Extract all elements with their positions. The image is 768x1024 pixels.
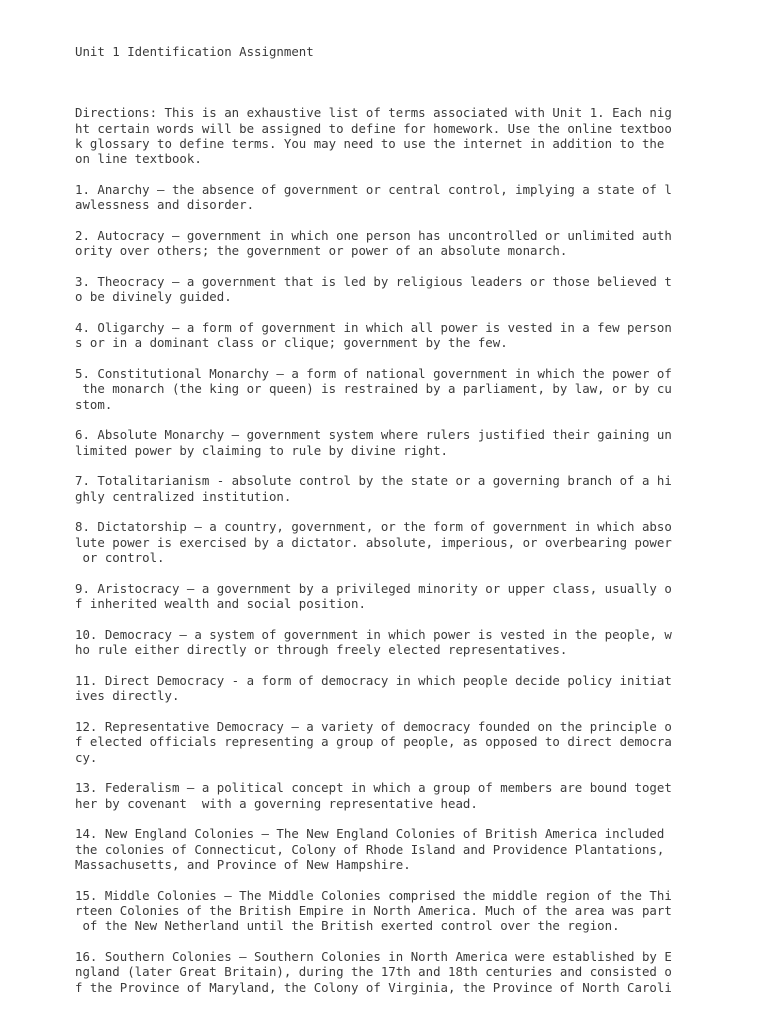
term-paragraph (75, 228, 768, 259)
term-paragraph (75, 581, 768, 612)
term-paragraph (75, 366, 768, 412)
term-line: 16. Southern Colonies – Southern Colonies in North America were established by E (75, 949, 672, 965)
term-paragraph (75, 320, 768, 351)
term-line: ngland (later Great Britain), during the 17th and 18th centuries and consisted o (75, 964, 672, 980)
term-line: lute power is exercised by a dictator. absolute, imperious, or overbearing power (75, 534, 672, 550)
term-line: 12. Representative Democracy – a variety of democracy founded on the principle o (75, 718, 672, 734)
term-line: o be divinely guided. (75, 289, 232, 305)
term-paragraph (75, 949, 768, 995)
term-line: ority over others; the government or power of an absolute monarch. (75, 243, 568, 259)
term-line: 13. Federalism – a political concept in which a group of members are bound toget (75, 780, 672, 796)
directions-paragraph (75, 105, 768, 167)
term-line: f the Province of Maryland, the Colony of Virginia, the Province of North Caroli (75, 979, 672, 995)
term-paragraph (75, 627, 768, 658)
term-line: 15. Middle Colonies – The Middle Colonies comprised the middle region of the Thi (75, 887, 672, 903)
term-line: limited power by claiming to rule by divine right. (75, 442, 448, 458)
term-line: or control. (75, 550, 165, 566)
terms-list (75, 182, 768, 995)
term-line: ghly centralized institution. (75, 488, 292, 504)
term-paragraph (75, 719, 768, 765)
term-paragraph (75, 888, 768, 934)
term-line: 7. Totalitarianism - absolute control by the state or a governing branch of a hi (75, 473, 672, 489)
term-line: the monarch (the king or queen) is restrained by a parliament, by law, or by cu (75, 381, 672, 397)
term-paragraph (75, 826, 768, 872)
term-paragraph (75, 182, 768, 213)
term-line: 10. Democracy – a system of government in which power is vested in the people, w (75, 626, 672, 642)
term-line: f inherited wealth and social position. (75, 596, 366, 612)
term-line: stom. (75, 396, 113, 412)
term-paragraph (75, 473, 768, 504)
term-paragraph (75, 780, 768, 811)
term-line: s or in a dominant class or clique; government by the few. (75, 335, 508, 351)
term-line: 2. Autocracy – government in which one person has uncontrolled or unlimited auth (75, 228, 672, 244)
term-paragraph (75, 427, 768, 458)
document-title (75, 13, 768, 90)
term-line: 1. Anarchy – the absence of government or central control, implying a state of l (75, 182, 672, 198)
term-line: 4. Oligarchy – a form of government in which all power is vested in a few person (75, 320, 672, 336)
term-line: ho rule either directly or through freely elected representatives. (75, 642, 568, 658)
term-line: 8. Dictatorship – a country, government, or the form of government in which abso (75, 519, 672, 535)
term-line: 11. Direct Democracy - a form of democracy in which people decide policy initiat (75, 672, 672, 688)
term-line: ives directly. (75, 688, 180, 704)
term-line: her by covenant with a governing representative head. (75, 795, 478, 811)
term-paragraph (75, 274, 768, 305)
term-line: 5. Constitutional Monarchy – a form of national government in which the power of (75, 366, 672, 382)
directions-line: k glossary to define terms. You may need to use the internet in addition to the (75, 136, 665, 152)
term-line: 3. Theocracy – a government that is led by religious leaders or those believed t (75, 274, 672, 290)
directions-line: Directions: This is an exhaustive list of terms associated with Unit 1. Each nig (75, 105, 672, 121)
term-paragraph (75, 673, 768, 704)
term-paragraph (75, 519, 768, 565)
term-line: awlessness and disorder. (75, 197, 255, 213)
directions-line: on line textbook. (75, 151, 202, 167)
term-line: f elected officials representing a group of people, as opposed to direct democra (75, 734, 672, 750)
term-line: the colonies of Connecticut, Colony of Rhode Island and Providence Plantations, (75, 841, 665, 857)
directions-line: ht certain words will be assigned to define for homework. Use the online textboo (75, 120, 672, 136)
term-line: 9. Aristocracy – a government by a privileged minority or upper class, usually o (75, 580, 672, 596)
term-line: rteen Colonies of the British Empire in North America. Much of the area was part (75, 903, 672, 919)
title-line: Unit 1 Identification Assignment (75, 43, 314, 59)
term-line: 6. Absolute Monarchy – government system where rulers justified their gaining un (75, 427, 672, 443)
term-line: Massachusetts, and Province of New Hampshire. (75, 857, 411, 873)
term-line: of the New Netherland until the British exerted control over the region. (75, 918, 620, 934)
term-line: 14. New England Colonies – The New England Colonies of British America included (75, 826, 665, 842)
term-line: cy. (75, 749, 98, 765)
